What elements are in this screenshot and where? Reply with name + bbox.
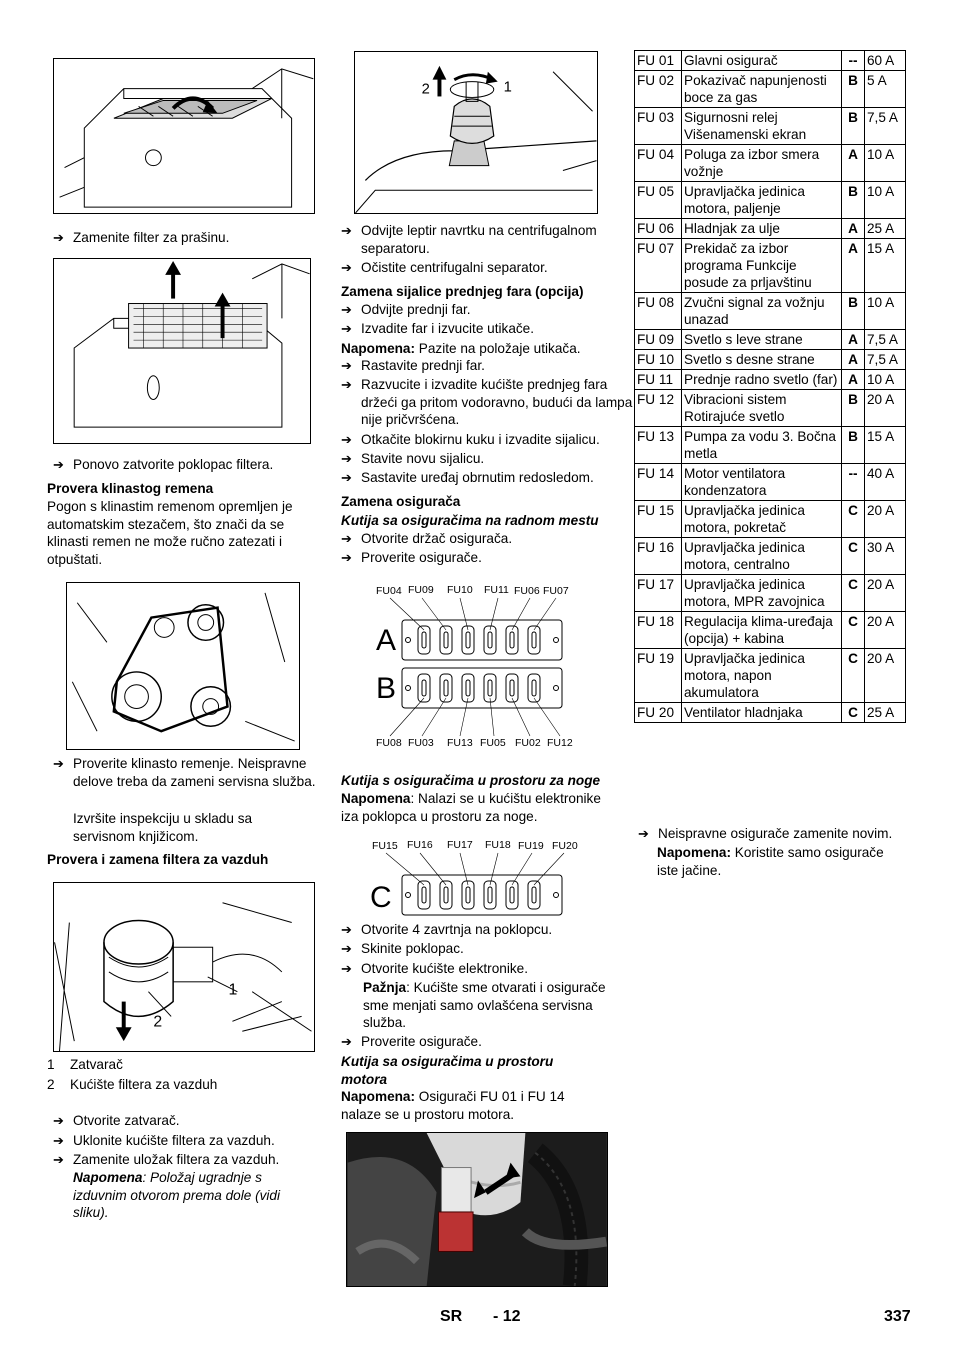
table-row: FU 03 Sigurnosni relej Višenamenski ekran B 7,5 A bbox=[635, 108, 906, 145]
table-row: FU 08 Zvučni signal za vožnju unazad B 10 A bbox=[635, 293, 906, 330]
callout-1: 1 bbox=[228, 981, 238, 999]
vbelt-inspection-note: Izvršite inspekciju u skladu sa servisnom knjižicom. bbox=[73, 811, 253, 844]
step-clean-separator: ➔ Očistite centrifugalni separator. bbox=[341, 260, 548, 275]
arrow-right-icon: ➔ bbox=[341, 302, 352, 317]
table-row: FU 13 Pumpa za vodu 3. Bočna metla B 15 A bbox=[635, 427, 906, 464]
table-row: FU 20 Ventilator hladnjaka C 25 A bbox=[635, 703, 906, 723]
step-disassemble-headlight: ➔ Rastavite prednji far. bbox=[341, 358, 485, 373]
fuse-label-top: FU20 bbox=[552, 840, 578, 852]
fuse-label-bottom: FU12 bbox=[547, 737, 573, 749]
callout-1: 1 bbox=[503, 79, 512, 96]
step-replace-insert: ➔ Zamenite uložak filtera za vazduh. bbox=[53, 1152, 280, 1167]
engine-fuse-photo-illustration bbox=[347, 1133, 607, 1286]
fuse-diagram-ab bbox=[370, 580, 580, 750]
fuse-slots-a bbox=[418, 626, 540, 654]
step-close-filter-cover: ➔ Ponovo zatvorite poklopac filtera. bbox=[53, 457, 274, 472]
step-check-fuses-1: ➔ Proverite osigurače. bbox=[341, 550, 482, 565]
table-row: FU 12 Vibracioni sistem Rotirajuće svetlo B 20 A bbox=[635, 390, 906, 427]
arrow-right-icon: ➔ bbox=[341, 223, 352, 238]
table-row: FU 11 Prednje radno svetlo (far) A 10 A bbox=[635, 370, 906, 390]
fuse-label-top: FU17 bbox=[447, 839, 473, 851]
step-unscrew-headlight: ➔ Odvijte prednji far. bbox=[341, 302, 471, 317]
fuse-diagram-c-svg bbox=[370, 835, 580, 920]
fuse-label-top: FU19 bbox=[518, 840, 544, 852]
arrow-right-icon: ➔ bbox=[53, 1152, 64, 1167]
row-c-label: C bbox=[370, 881, 392, 914]
vbelt-text: Pogon s klinastim remenom opremljen je automatskim stezačem, što znači da se klinasti remen ne može ručno zatezati i otpuštati. bbox=[47, 499, 293, 567]
arrow-right-icon: ➔ bbox=[53, 230, 64, 245]
step-remove-cover: ➔ Skinite poklopac. bbox=[341, 941, 464, 956]
arrow-right-icon: ➔ bbox=[341, 451, 352, 466]
fuse-label-bottom: FU08 bbox=[376, 737, 402, 749]
legend-item: 1 Zatvarač bbox=[47, 1057, 123, 1072]
step-replace-dust-filter: ➔ Zamenite filter za prašinu. bbox=[53, 230, 230, 245]
footer-lang: SR bbox=[440, 1308, 463, 1325]
step-pull-out-headlight: ➔ Izvadite far i izvucite utikače. bbox=[341, 321, 535, 336]
note-fuse-rating: Napomena: Koristite samo osigurače iste jačine. bbox=[657, 845, 884, 878]
table-row: FU 05 Upravljačka jedinica motora, paljenje B 10 A bbox=[635, 182, 906, 219]
arrow-right-icon: ➔ bbox=[341, 358, 352, 373]
arrow-right-icon: ➔ bbox=[53, 1113, 64, 1128]
callout-2: 2 bbox=[421, 81, 430, 98]
row-a-label: A bbox=[376, 624, 397, 657]
fuse-table bbox=[634, 50, 906, 723]
airfilter-illustration bbox=[54, 883, 314, 1051]
table-row: FU 10 Svetlo s desne strane A 7,5 A bbox=[635, 350, 906, 370]
filter-cover-illustration bbox=[54, 59, 314, 213]
caution-note: Pažnja: Kućište sme otvarati i osigurače sme menjati samo ovlašćena servisna služba. bbox=[363, 980, 606, 1030]
fuse-label-bottom: FU05 bbox=[480, 737, 506, 749]
airfilter-note: Napomena: Položaj ugradnje s izduvnim otvorom prema dole (vidi sliku). bbox=[73, 1170, 281, 1220]
fuse-label-top: FU18 bbox=[485, 839, 511, 851]
arrow-right-icon: ➔ bbox=[638, 826, 649, 841]
fuse-label-top: FU11 bbox=[484, 584, 509, 596]
fuse-label-top: FU07 bbox=[543, 585, 569, 597]
vbelt-heading: Provera klinastog remena bbox=[47, 481, 214, 496]
fuse-label-bottom: FU13 bbox=[447, 737, 473, 749]
table-row: FU 09 Svetlo s leve strane A 7,5 A bbox=[635, 330, 906, 350]
arrow-right-icon: ➔ bbox=[53, 457, 64, 472]
step-reassemble: ➔ Sastavite uređaj obrnutim redosledom. bbox=[341, 470, 594, 485]
arrow-right-icon: ➔ bbox=[341, 941, 352, 956]
arrow-right-icon: ➔ bbox=[341, 1034, 352, 1049]
note-plugs: Napomena: Pazite na položaje utikača. bbox=[341, 341, 581, 356]
fuse-diagram-ab-svg bbox=[370, 580, 580, 750]
table-row: FU 18 Regulacija klima-uređaja (opcija) + kabina C 20 A bbox=[635, 612, 906, 649]
step-remove-housing: ➔ Uklonite kućište filtera za vazduh. bbox=[53, 1133, 275, 1148]
table-row: FU 06 Hladnjak za ulje A 25 A bbox=[635, 219, 906, 239]
fuse-slots-c bbox=[418, 881, 540, 909]
step-open-holder: ➔ Otvorite držač osigurača. bbox=[341, 531, 513, 546]
table-row: FU 16 Upravljačka jedinica motora, centralno C 30 A bbox=[635, 538, 906, 575]
headlight-heading: Zamena sijalice prednjeg fara (opcija) bbox=[341, 284, 584, 299]
row-b-label: B bbox=[376, 672, 397, 705]
note-engine: Napomena: Osigurači FU 01 i FU 14 nalaze se u prostoru motora. bbox=[341, 1089, 565, 1122]
arrow-right-icon: ➔ bbox=[341, 531, 352, 546]
step-pull-housing: ➔ Razvucite i izvadite kućište prednjeg fara držeći ga pritom vodoravno, budući da lampa nije pričvršćena. bbox=[341, 377, 633, 427]
figure-vbelt bbox=[66, 582, 300, 750]
fuse-label-top: FU15 bbox=[372, 840, 398, 852]
fuse-label-bottom: FU03 bbox=[408, 737, 434, 749]
arrow-right-icon: ➔ bbox=[341, 377, 352, 392]
fuse-label-top: FU10 bbox=[447, 584, 473, 596]
filter-removal-illustration bbox=[54, 259, 310, 443]
step-open-electronics: ➔ Otvorite kućište elektronike. bbox=[341, 961, 528, 976]
arrow-right-icon: ➔ bbox=[341, 321, 352, 336]
table-row: FU 19 Upravljačka jedinica motora, napon akumulatora C 20 A bbox=[635, 649, 906, 703]
arrow-right-icon: ➔ bbox=[341, 470, 352, 485]
table-row: FU 17 Upravljačka jedinica motora, MPR zavojnica C 20 A bbox=[635, 575, 906, 612]
step-insert-bulb: ➔ Stavite novu sijalicu. bbox=[341, 451, 485, 466]
step-check-fuses-2: ➔ Proverite osigurače. bbox=[341, 1034, 482, 1049]
step-check-vbelt: ➔ Proverite klinasto remenje. Neispravne delove treba da zameni servisna služba. bbox=[53, 756, 316, 789]
fuse-label-top: FU09 bbox=[408, 584, 434, 596]
fuse-slots-b bbox=[418, 674, 540, 702]
step-unhook-bulb: ➔ Otkačite blokirnu kuku i izvadite sijalicu. bbox=[341, 432, 600, 447]
step-replace-fuses: ➔ Neispravne osigurače zamenite novim. bbox=[638, 826, 893, 841]
arrow-right-icon: ➔ bbox=[341, 922, 352, 937]
vbelt-illustration bbox=[67, 583, 299, 749]
arrow-right-icon: ➔ bbox=[341, 260, 352, 275]
figure-filter-cover-open bbox=[53, 58, 315, 214]
figure-wingnut bbox=[354, 51, 598, 214]
table-row: FU 04 Poluga za izbor smera vožnje A 10 A bbox=[635, 145, 906, 182]
arrow-right-icon: ➔ bbox=[53, 756, 64, 771]
legend-item: 2 Kućište filtera za vazduh bbox=[47, 1077, 218, 1092]
table-row: FU 07 Prekidač za izbor programa Funkcije posude za prljavštinu A 15 A bbox=[635, 239, 906, 293]
fuse-label-top: FU04 bbox=[376, 585, 402, 597]
box-engine-heading: Kutija sa osiguračima u prostoru motora bbox=[341, 1054, 554, 1087]
arrow-right-icon: ➔ bbox=[341, 432, 352, 447]
box-footwell-heading: Kutija s osiguračima u prostoru za noge bbox=[341, 773, 601, 788]
table-row: FU 02 Pokazivač napunjenosti boce za gas B 5 A bbox=[635, 71, 906, 108]
arrow-right-icon: ➔ bbox=[53, 1133, 64, 1148]
footer-page-local: - 12 bbox=[493, 1308, 521, 1325]
fuse-label-bottom: FU02 bbox=[515, 737, 541, 749]
note-footwell: Napomena: Nalazi se u kućištu elektronike iza poklopca u prostoru za noge. bbox=[341, 791, 601, 824]
step-open-latch: ➔ Otvorite zatvarač. bbox=[53, 1113, 180, 1128]
airfilter-heading: Provera i zamena filtera za vazduh bbox=[47, 852, 269, 867]
wingnut-illustration bbox=[355, 52, 597, 213]
box-workplace-heading: Kutija sa osiguračima na radnom mestu bbox=[341, 513, 599, 528]
fuse-heading: Zamena osigurača bbox=[341, 494, 461, 509]
footer-page-number: 337 bbox=[884, 1308, 911, 1325]
arrow-right-icon: ➔ bbox=[341, 961, 352, 976]
callout-2: 2 bbox=[153, 1013, 163, 1031]
table-row: FU 01 Glavni osigurač -- 60 A bbox=[635, 51, 906, 71]
figure-engine-fuse-photo bbox=[346, 1132, 608, 1287]
fuse-label-top: FU06 bbox=[514, 585, 540, 597]
figure-filter-removal bbox=[53, 258, 311, 444]
fuse-diagram-c bbox=[370, 835, 580, 920]
figure-airfilter bbox=[53, 882, 315, 1052]
arrow-right-icon: ➔ bbox=[341, 550, 352, 565]
step-unscrew-wingnut: ➔ Odvijte leptir navrtku na centrifugalnom separatoru. bbox=[341, 223, 597, 256]
table-row: FU 14 Motor ventilatora kondenzatora -- 40 A bbox=[635, 464, 906, 501]
step-open-screws: ➔ Otvorite 4 zavrtnja na poklopcu. bbox=[341, 922, 553, 937]
fuse-label-top: FU16 bbox=[407, 839, 433, 851]
table-row: FU 15 Upravljačka jedinica motora, pokretač C 20 A bbox=[635, 501, 906, 538]
